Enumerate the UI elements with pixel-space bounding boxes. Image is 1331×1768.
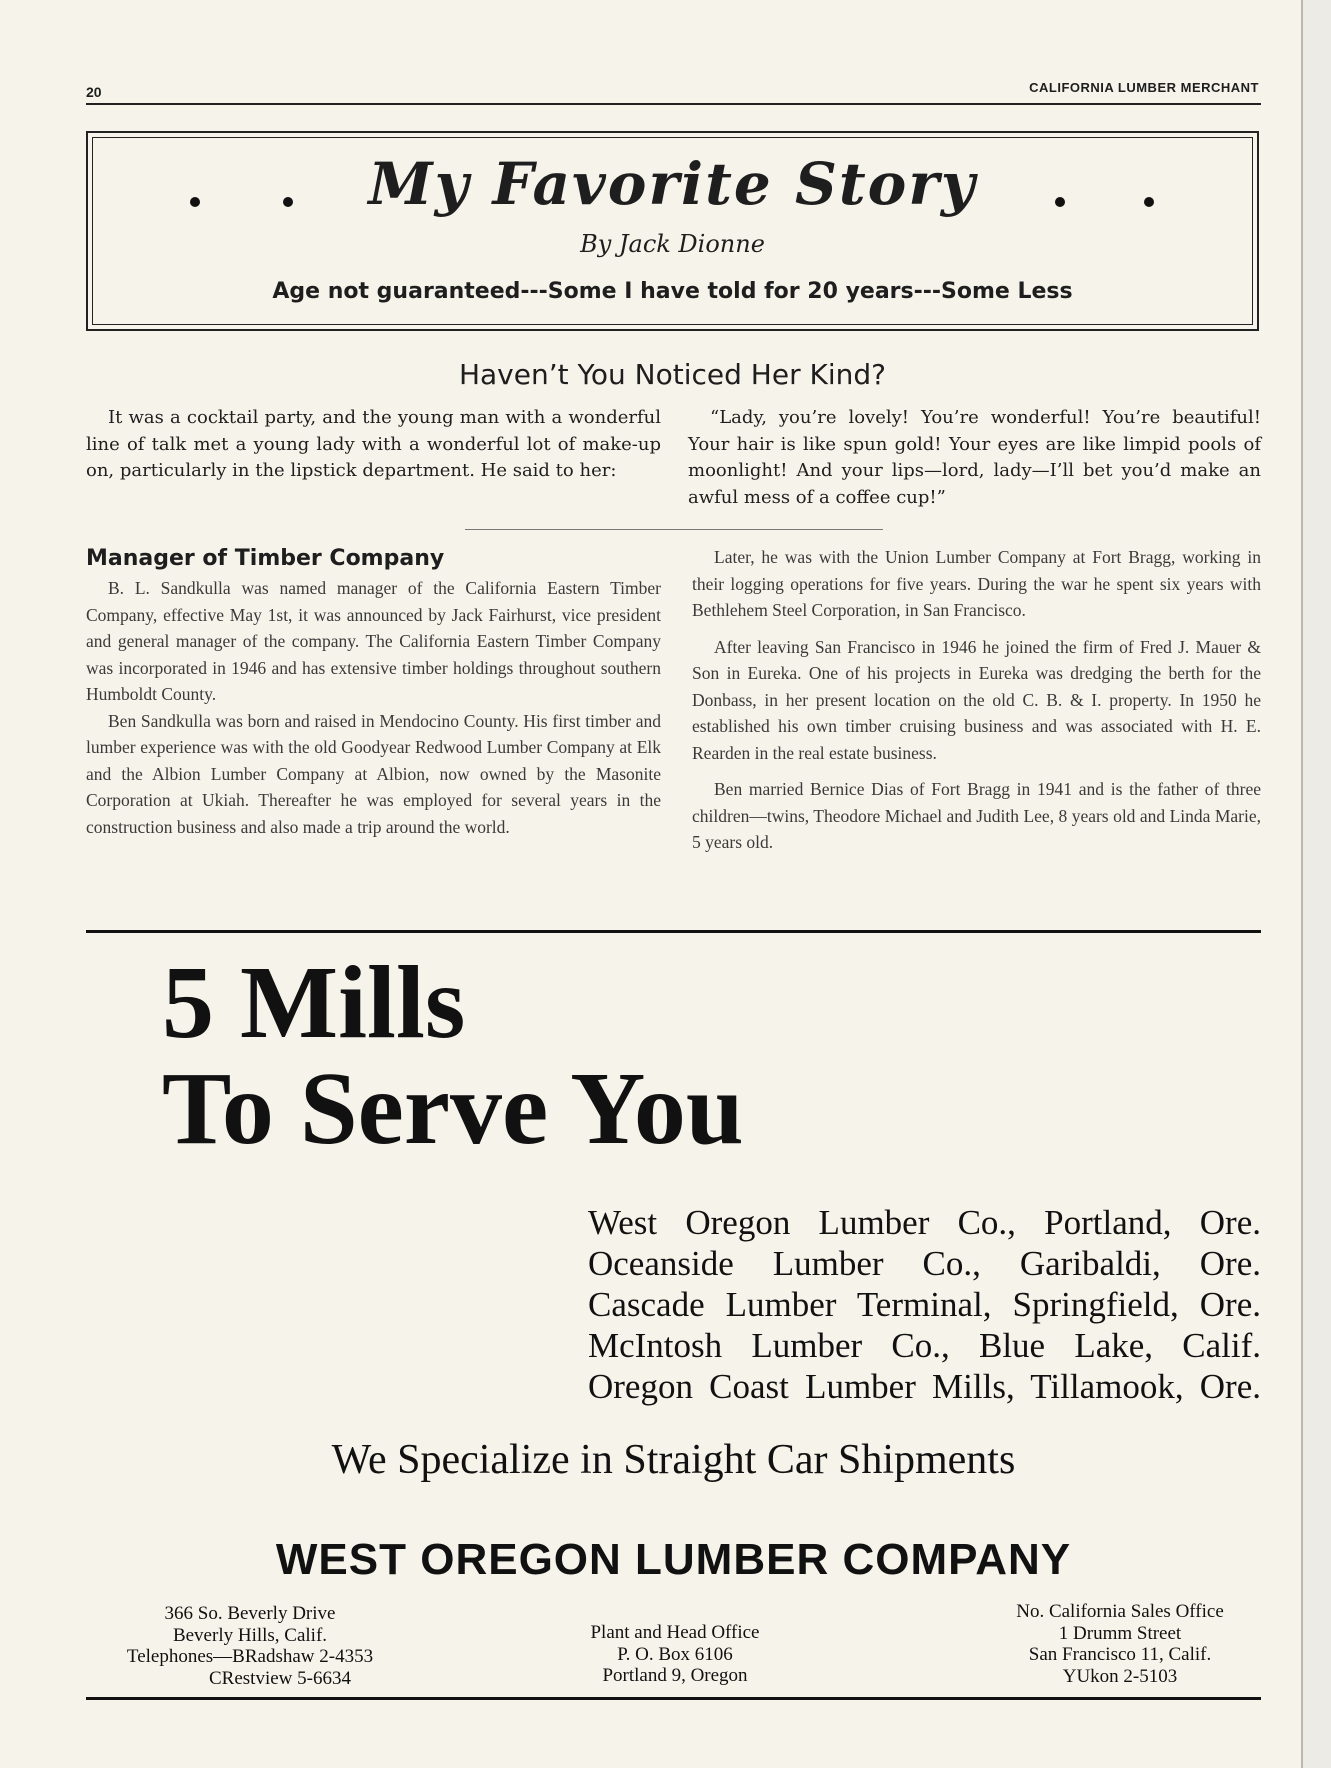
story-text-left: It was a cocktail party, and the young man with a wonderful line of talk met a young lady with a wonderful lot of make-up on, particularly in the lipstick department. He said to her: <box>86 407 661 481</box>
address-phone: CRestview 5-6634 <box>209 1667 351 1689</box>
ad-headline <box>162 945 744 1166</box>
mills-list <box>588 1202 1261 1407</box>
address-city: Portland 9, Oregon <box>602 1665 748 1686</box>
ad-specialty: We Specialize in Straight Car Shipments <box>331 1437 1016 1483</box>
news-column-left <box>86 575 661 840</box>
ad-company-name: WEST OREGON LUMBER COMPANY <box>275 1535 1072 1584</box>
column-title: My Favorite Story <box>368 150 977 218</box>
ad-top-rule <box>86 930 1261 933</box>
news-headline: Manager of Timber Company <box>86 546 445 571</box>
ad-bottom-rule <box>86 1697 1261 1700</box>
news-paragraph: B. L. Sandkulla was named manager of the California Eastern Timber Company, effective May 1st, it was announced by Jack Fairhurst, vice president and general manager of the company. The California Eastern Timber Company was incorporated in 1946 and has extensive timber holdings throughout southern Humboldt County. <box>86 578 661 704</box>
section-divider <box>465 529 883 530</box>
address-san-francisco <box>970 1601 1270 1687</box>
address-beverly-hills <box>95 1603 405 1689</box>
page-number: 20 <box>86 84 102 100</box>
page-edge <box>1301 0 1331 1768</box>
column-tagline: Age not guaranteed---Some I have told for 20 years---Some Less <box>272 279 1073 304</box>
ad-headline-line: To Serve You <box>162 1051 744 1166</box>
mill-item: Oregon Coast Lumber Mills, Tillamook, Ore. <box>588 1367 1261 1406</box>
story-title: Haven’t You Noticed Her Kind? <box>458 358 887 391</box>
publication-name: CALIFORNIA LUMBER MERCHANT <box>1029 80 1259 95</box>
mill-item: McIntosh Lumber Co., Blue Lake, Calif. <box>588 1326 1261 1365</box>
header-rule <box>86 103 1261 105</box>
news-paragraph: Later, he was with the Union Lumber Company at Fort Bragg, working in their logging operations for five years. During the war he spent six years with Bethlehem Steel Corporation, in San Francisco. <box>692 547 1261 620</box>
news-paragraph: After leaving San Francisco in 1946 he joined the firm of Fred J. Mauer & Son in Eureka. One of his projects in Eureka was dredging the berth for the Donbass, in her present location on the old C. B. & I. property. In 1950 he established his own timber cruising business and was associated with H. E. Rearden in the real estate business. <box>692 636 1261 763</box>
column-byline: By Jack Dionne <box>580 230 765 258</box>
address-city: San Francisco 11, Calif. <box>1028 1644 1212 1665</box>
address-street: 1 Drumm Street <box>1058 1622 1182 1644</box>
address-office: Plant and Head Office <box>590 1622 760 1643</box>
story-text-right: “Lady, you’re lovely! You’re wonderful! You’re beautiful! Your hair is like spun gold! Your eyes are like limpid pools of moonlight! And your lips—lord, lady—I’ll bet you’d make an awful mess of a coffee cup!” <box>688 407 1261 508</box>
mill-item: Cascade Lumber Terminal, Springfield, Ore. <box>588 1285 1261 1324</box>
address-phone: YUkon 2-5103 <box>1062 1665 1178 1687</box>
news-column-right <box>692 544 1261 856</box>
address-portland <box>540 1622 810 1687</box>
mill-item: West Oregon Lumber Co., Portland, Ore. <box>588 1203 1261 1242</box>
news-paragraph: Ben Sandkulla was born and raised in Mendocino County. His first timber and lumber experience was with the old Goodyear Redwood Lumber Company at Elk and the Albion Lumber Company at Albion, now owned by the Masonite Corporation at Ukiah. Thereafter he was employed for several years in the construction business and also made a trip around the world. <box>86 710 661 837</box>
address-phone: Telephones—BRadshaw 2-4353 <box>126 1646 374 1667</box>
news-paragraph: Ben married Bernice Dias of Fort Bragg in 1941 and is the father of three children—twins, Theodore Michael and Judith Lee, 8 years old and Linda Marie, 5 years old. <box>692 779 1261 852</box>
ad-headline-line: 5 Mills <box>162 945 466 1060</box>
address-city: Beverly Hills, Calif. <box>172 1624 328 1646</box>
address-box: P. O. Box 6106 <box>617 1643 733 1665</box>
address-office: No. California Sales Office <box>1016 1601 1224 1622</box>
address-street: 366 So. Beverly Drive <box>164 1603 336 1624</box>
mill-item: Oceanside Lumber Co., Garibaldi, Ore. <box>588 1244 1261 1283</box>
